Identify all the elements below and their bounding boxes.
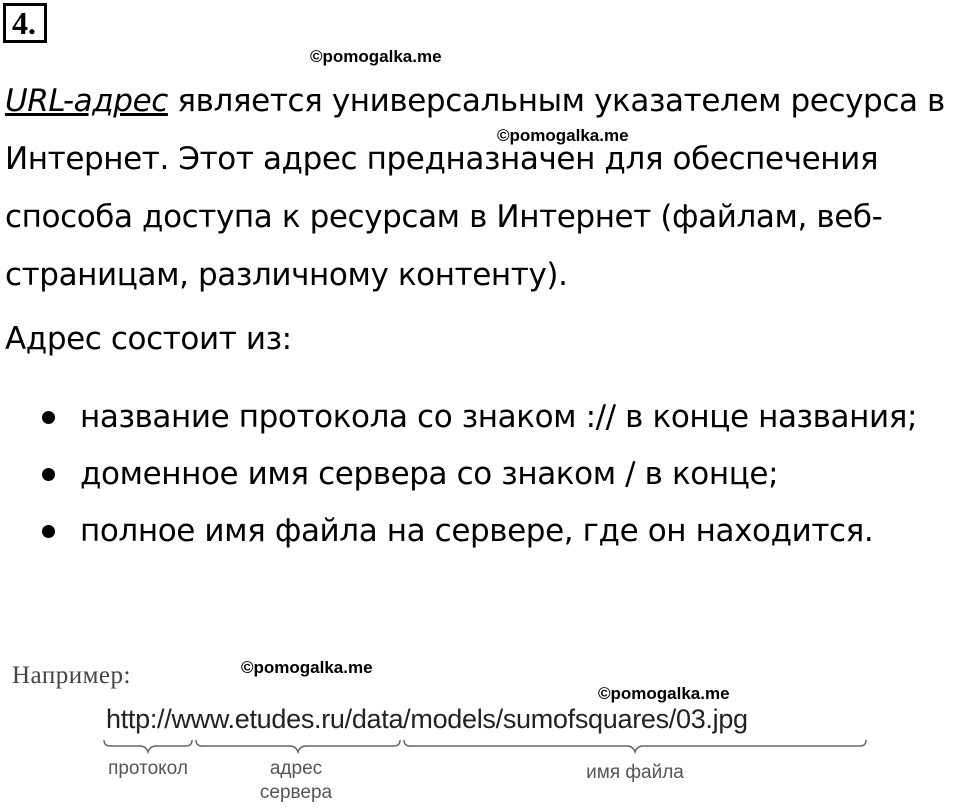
- bullet-icon: [42, 525, 55, 538]
- definition-paragraph: [5, 72, 960, 304]
- watermark: ©pomogalka.me: [497, 126, 629, 145]
- paragraph-line-1: URL-адрес является универсальным указателем ресурса в: [5, 83, 945, 119]
- bullet-list: [0, 389, 917, 560]
- watermark: ©pomogalka.me: [310, 47, 442, 66]
- bullet-icon: [42, 468, 55, 481]
- example-url: http://www.etudes.ru/data/models/sumofsquares/03.jpg: [106, 704, 748, 734]
- example-label: Например:: [12, 662, 131, 689]
- protocol-bracket: [104, 740, 192, 752]
- bullet-icon: [42, 411, 55, 424]
- caption-protocol: протокол: [108, 758, 188, 779]
- url-term: URL-адрес: [5, 83, 168, 119]
- paragraph-line-4: страницам, различному контенту).: [5, 257, 568, 293]
- caption-server-line2: сервера: [259, 782, 333, 803]
- task-number: 4.: [3, 3, 47, 43]
- list-item: название протокола со знаком :// в конце названия;: [0, 389, 917, 446]
- paragraph-line-2: Интернет. Этот адрес предназначен для обеспечения: [5, 141, 879, 177]
- paragraph-line-3: способа доступа к ресурсам в Интернет (файлам, веб-: [5, 199, 883, 235]
- watermark: ©pomogalka.me: [241, 658, 373, 677]
- file-bracket: [404, 740, 866, 752]
- server-bracket: [196, 740, 400, 752]
- caption-file: имя файла: [586, 762, 684, 783]
- list-item: полное имя файла на сервере, где он находится.: [0, 503, 917, 560]
- consists-heading: Адрес состоит из:: [5, 321, 292, 357]
- caption-server-line1: адрес: [269, 758, 323, 779]
- list-item: доменное имя сервера со знаком / в конце;: [0, 446, 917, 503]
- watermark: ©pomogalka.me: [598, 684, 730, 703]
